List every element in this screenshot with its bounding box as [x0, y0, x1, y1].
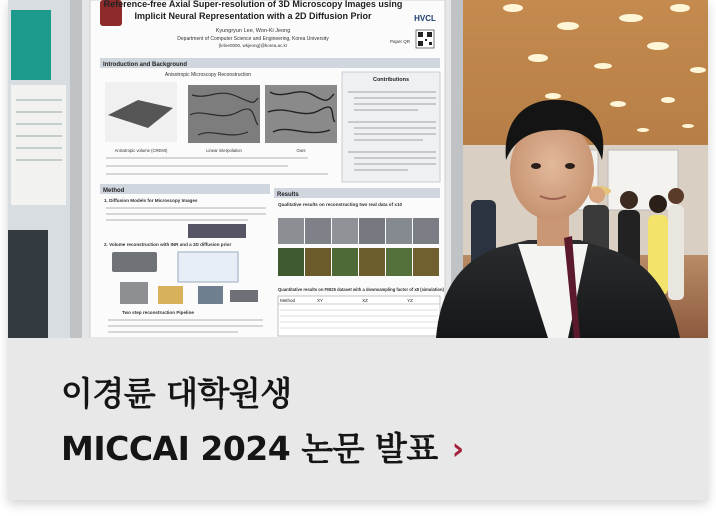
intro-subtitle: Anisotropic Microscopy Reconstruction [164, 72, 252, 78]
caption-subtitle[interactable] [61, 423, 464, 470]
svg-text:YZ: YZ [407, 298, 413, 303]
contributions-title: Contributions [372, 77, 410, 83]
method-sub1: 1. Diffusion Models for Microscopy Images [104, 198, 198, 203]
section-results: Results [277, 192, 299, 198]
method-strip [188, 224, 246, 238]
event-photo [8, 0, 708, 338]
svg-text:Method: Method [280, 298, 296, 303]
poster-title-1: Reference-free Axial Super-resolution of 3D Microscopy Images using [103, 0, 403, 9]
results-table [278, 296, 440, 336]
qr-code-icon [416, 30, 434, 48]
intro-label-3: Ours [296, 148, 306, 153]
results-qual: Qualitative results on reconstructing two real data of x10 [278, 202, 403, 207]
research-poster [90, 0, 445, 338]
caption-area [8, 338, 708, 500]
intro-label-2: Linear interpolation [206, 148, 242, 153]
poster-authors: Kyungryun Lee, Won-Ki Jeong [215, 28, 291, 34]
svg-text:XZ: XZ [362, 298, 368, 303]
photo-scene [8, 0, 708, 338]
caption-subtitle-text: MICCAI 2024 논문 발표 [61, 429, 438, 468]
chevron-right-icon[interactable]: › [451, 432, 464, 467]
intro-label-1: Anisotropic volume (CREMI) [114, 148, 168, 153]
method-sub2: 2. Volume reconstruction with INR and a 2D diffusion prior [104, 242, 232, 247]
poster-affiliation: Department of Computer Science and Engineering, Korea University [177, 36, 329, 42]
hvcl-logo: HVCL [414, 14, 436, 23]
section-method: Method [103, 188, 125, 194]
caption-title: 이경륜 대학원생 [61, 374, 292, 413]
section-intro: Introduction and Background [103, 62, 187, 68]
far-poster [608, 150, 678, 210]
left-person [8, 230, 48, 338]
paper-qr-label: Paper QR [389, 39, 410, 44]
method-pipeline: Two step reconstruction Pipeline [122, 310, 194, 315]
left-poster-banner [11, 10, 51, 80]
results-quant: Quantitative results on FIB25 dataset with a downsampling factor of x8 (simulation) [278, 287, 444, 292]
news-card[interactable] [8, 0, 708, 500]
stand-frame [70, 0, 82, 338]
poster-emails: {krlee0000, wkjeong}@korea.ac.kr [218, 43, 288, 48]
poster-title-2: Implicit Neural Representation with a 2D Diffusion Prior [134, 11, 372, 21]
svg-text:XY: XY [316, 298, 324, 303]
